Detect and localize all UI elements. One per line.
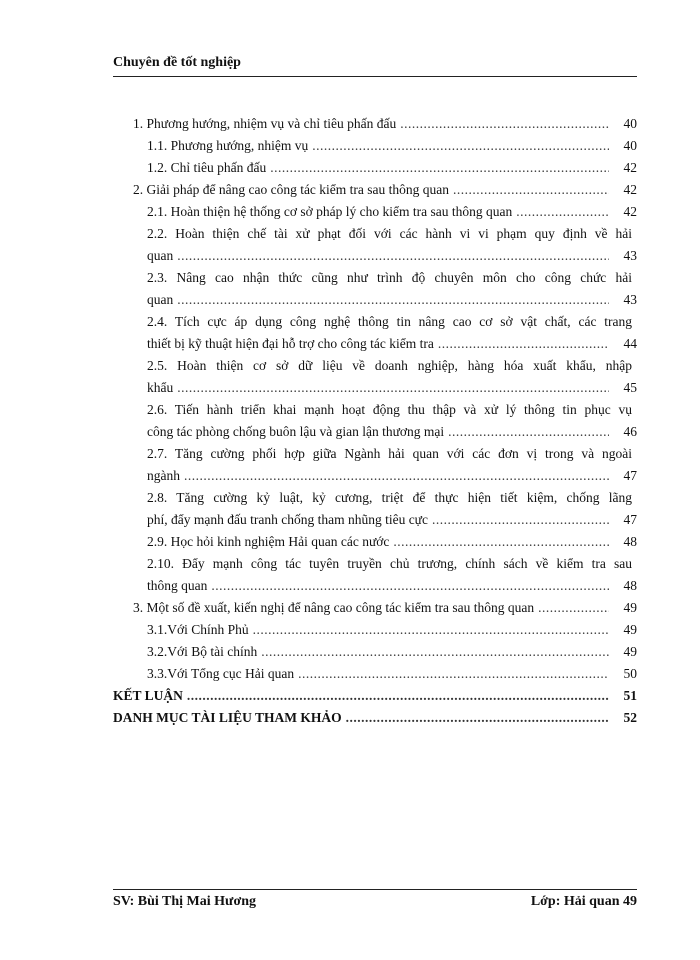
toc-entry-3-2[interactable] [113, 641, 637, 663]
toc-leader-dots [432, 509, 609, 531]
toc-page-number: 42 [623, 160, 637, 175]
toc-entry-text: phí, đẩy mạnh đấu tranh chống tham nhũng tiêu cực [147, 512, 428, 527]
toc-leader-dots [312, 135, 609, 157]
toc-page-number: 49 [623, 600, 637, 615]
table-of-contents [113, 113, 637, 729]
toc-entry-1-2[interactable] [113, 157, 637, 179]
toc-page-number: 40 [623, 138, 637, 153]
toc-entry-text: 3.1.Với Chính Phủ [147, 622, 249, 637]
toc-entry-text: 2.8. Tăng cường kỷ luật, kỷ cương, triệt để thực hiện tiết kiệm, chống lãng [147, 490, 632, 505]
toc-page-number: 48 [623, 534, 637, 549]
toc-entry-2-2-line2[interactable] [113, 245, 637, 267]
toc-leader-dots [516, 201, 609, 223]
toc-page-number: 52 [623, 710, 637, 725]
toc-page-number: 47 [623, 512, 637, 527]
toc-entry-text: 2.3. Nâng cao nhận thức cũng như trình độ chuyên môn cho công chức hải [147, 270, 632, 285]
toc-entry-text: 2. Giải pháp để nâng cao công tác kiểm tra sau thông quan [133, 182, 450, 197]
toc-page-number: 43 [623, 292, 637, 307]
toc-entry-2-6-line1[interactable] [113, 399, 637, 421]
toc-leader-dots [211, 575, 609, 597]
toc-entry-2-5-line1[interactable] [113, 355, 637, 377]
toc-entry-2-6-line2[interactable] [113, 421, 637, 443]
page-footer [113, 894, 637, 912]
page-header-title: Chuyên đề tốt nghiệp [113, 55, 241, 70]
header-rule [113, 76, 637, 77]
toc-entry-3[interactable] [113, 597, 637, 619]
toc-entry-text: KẾT LUẬN [113, 688, 183, 703]
toc-entry-text: 3.3.Với Tổng cục Hải quan [147, 666, 295, 681]
toc-entry-2-10-line2[interactable] [113, 575, 637, 597]
toc-leader-dots [177, 377, 609, 399]
toc-entry-3-1[interactable] [113, 619, 637, 641]
footer-student-name: SV: Bùi Thị Mai Hương [113, 894, 256, 909]
toc-entry-text: 2.5. Hoàn thiện cơ sở dữ liệu về doanh nghiệp, hàng hóa xuất khẩu, nhập [147, 358, 632, 373]
toc-entry-text: thông quan [147, 578, 208, 593]
toc-entry-text: khẩu [147, 380, 174, 395]
toc-entry-2-7-line2[interactable] [113, 465, 637, 487]
toc-leader-dots [270, 157, 609, 179]
toc-leader-dots [393, 531, 609, 553]
toc-leader-dots [346, 707, 609, 729]
toc-entry-text: 3. Một số đề xuất, kiến nghị để nâng cao công tác kiểm tra sau thông quan [133, 600, 535, 615]
toc-leader-dots [438, 333, 609, 355]
toc-entry-text: 2.1. Hoàn thiện hệ thống cơ sở pháp lý cho kiểm tra sau thông quan [147, 204, 513, 219]
toc-leader-dots [253, 619, 609, 641]
toc-entry-3-3[interactable] [113, 663, 637, 685]
toc-page-number: 49 [623, 644, 637, 659]
toc-page-number: 50 [623, 666, 637, 681]
toc-page-number: 51 [623, 688, 637, 703]
toc-entry-text: 2.7. Tăng cường phối hợp giữa Ngành hải quan với các đơn vị trong và ngoài [147, 446, 632, 461]
toc-entry-text: công tác phòng chống buôn lậu và gian lận thương mại [147, 424, 445, 439]
toc-page-number: 46 [623, 424, 637, 439]
toc-entry-2-5-line2[interactable] [113, 377, 637, 399]
toc-leader-dots [448, 421, 609, 443]
toc-entry-2-3-line2[interactable] [113, 289, 637, 311]
toc-entry-text: 1.2. Chỉ tiêu phấn đấu [147, 160, 267, 175]
toc-leader-dots [453, 179, 609, 201]
toc-page-number: 40 [623, 116, 637, 131]
toc-page-number: 42 [623, 204, 637, 219]
toc-entry-danh-muc[interactable] [113, 707, 637, 729]
toc-entry-2-8-line1[interactable] [113, 487, 637, 509]
toc-entry-text: 2.9. Học hỏi kinh nghiệm Hải quan các nước [147, 534, 390, 549]
toc-leader-dots [177, 245, 609, 267]
toc-entry-2[interactable] [113, 179, 637, 201]
footer-class-name: Lớp: Hải quan 49 [530, 894, 637, 909]
toc-entry-text: 2.10. Đẩy mạnh công tác tuyên truyền chủ trương, chính sách về kiểm tra sau [147, 556, 632, 571]
footer-rule [113, 889, 637, 890]
toc-entry-text: ngành [147, 468, 180, 483]
toc-entry-text: thiết bị kỹ thuật hiện đại hỗ trợ cho công tác kiểm tra [147, 336, 434, 351]
toc-entry-text: 2.4. Tích cực áp dụng công nghệ thông tin nâng cao cơ sở vật chất, các trang [147, 314, 632, 329]
toc-page-number: 43 [623, 248, 637, 263]
toc-entry-text: DANH MỤC TÀI LIỆU THAM KHẢO [113, 710, 342, 725]
toc-entry-1[interactable] [113, 113, 637, 135]
toc-entry-2-2-line1[interactable] [113, 223, 637, 245]
toc-leader-dots [184, 465, 609, 487]
toc-leader-dots [400, 113, 609, 135]
toc-entry-1-1[interactable] [113, 135, 637, 157]
toc-entry-ket-luan[interactable] [113, 685, 637, 707]
toc-entry-2-4-line2[interactable] [113, 333, 637, 355]
toc-entry-text: quan [147, 248, 174, 263]
toc-page-number: 42 [623, 182, 637, 197]
toc-page-number: 49 [623, 622, 637, 637]
toc-entry-2-10-line1[interactable] [113, 553, 637, 575]
toc-entry-2-7-line1[interactable] [113, 443, 637, 465]
toc-page-number: 45 [623, 380, 637, 395]
toc-entry-2-9[interactable] [113, 531, 637, 553]
toc-leader-dots [298, 663, 609, 685]
toc-entry-text: 3.2.Với Bộ tài chính [147, 644, 258, 659]
toc-page-number: 47 [623, 468, 637, 483]
toc-entry-text: 2.6. Tiến hành triển khai mạnh hoạt động thu thập và xử lý thông tin phục vụ [147, 402, 632, 417]
toc-leader-dots [538, 597, 609, 619]
toc-entry-2-4-line1[interactable] [113, 311, 637, 333]
toc-leader-dots [187, 685, 609, 707]
toc-leader-dots [261, 641, 609, 663]
toc-entry-2-3-line1[interactable] [113, 267, 637, 289]
toc-leader-dots [177, 289, 609, 311]
toc-entry-2-8-line2[interactable] [113, 509, 637, 531]
toc-entry-text: 1.1. Phương hướng, nhiệm vụ [147, 138, 309, 153]
toc-entry-2-1[interactable] [113, 201, 637, 223]
toc-page-number: 44 [623, 336, 637, 351]
toc-page-number: 48 [623, 578, 637, 593]
toc-entry-text: quan [147, 292, 174, 307]
toc-entry-text: 2.2. Hoàn thiện chế tài xử phạt đối với các hành vi vi phạm quy định về hải [147, 226, 632, 241]
toc-entry-text: 1. Phương hướng, nhiệm vụ và chỉ tiêu phấn đấu [133, 116, 397, 131]
